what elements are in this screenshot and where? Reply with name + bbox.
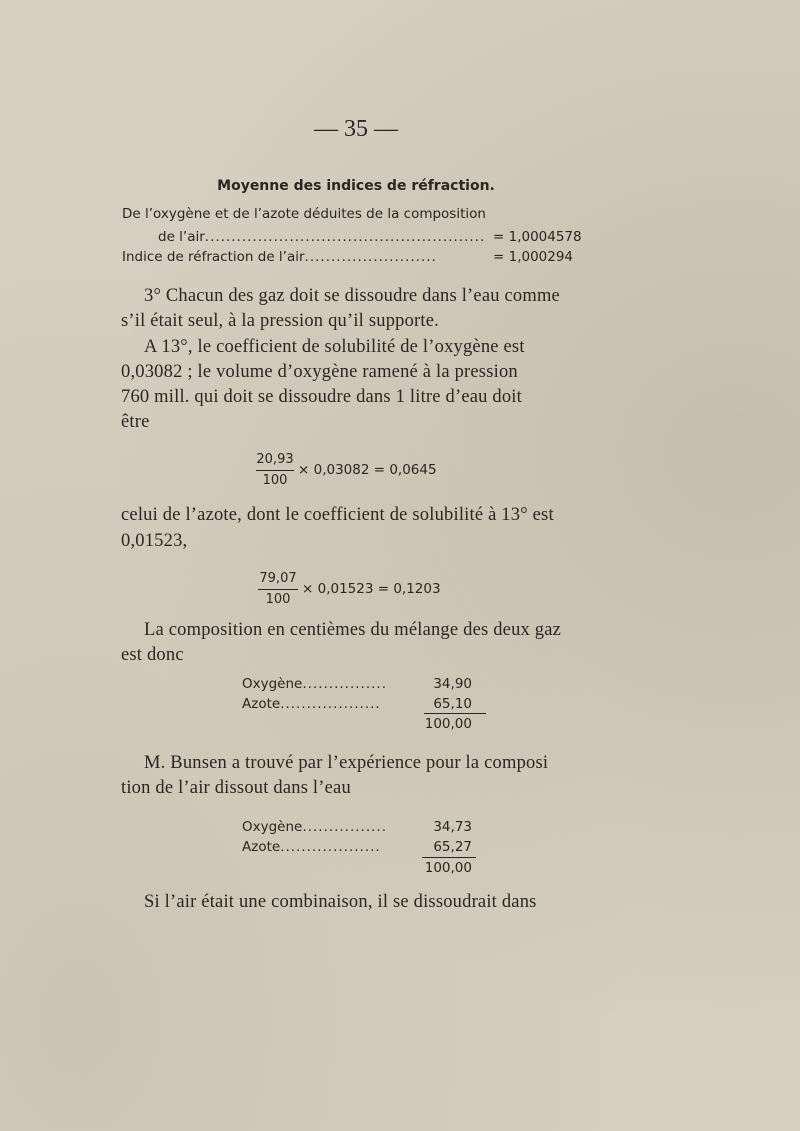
comp2-azote-value: 65,27	[433, 839, 472, 855]
formula-oxygen-numerator: 20,93	[256, 452, 294, 467]
comp1-azote-row	[242, 696, 381, 712]
comp1-oxygen-label: Oxygène	[242, 676, 303, 692]
comp2-oxygen-label: Oxygène	[242, 819, 303, 835]
dot-leader: ................	[302, 676, 388, 692]
formula-oxygen-denominator: 100	[262, 473, 288, 488]
para2-line2: 0,03082 ; le volume d’oxygène ramené à la pression	[121, 362, 518, 382]
section-heading: Moyenne des indices de réfraction.	[217, 178, 495, 194]
composition-calculated	[242, 676, 502, 736]
table1-line3	[122, 249, 586, 265]
dot-leader: ...................	[280, 839, 381, 855]
formula-oxygen-result: × 0,03082 = 0,0645	[298, 462, 437, 478]
para5-line2: tion de l’air dissout dans l’eau	[121, 778, 351, 798]
sum-rule	[422, 857, 476, 858]
comp1-azote-value: 65,10	[433, 696, 472, 712]
dot-leader: .........................	[304, 249, 437, 265]
table1-line3-label: Indice de réfraction de l’air	[122, 249, 305, 265]
dot-leader: .....................................................	[204, 229, 486, 245]
dot-leader: ...................	[280, 696, 381, 712]
comp1-azote-label: Azote	[242, 696, 281, 712]
formula-azote	[258, 571, 498, 611]
para4-line1: La composition en centièmes du mélange des deux gaz	[144, 620, 562, 640]
comp2-oxygen-row	[242, 819, 387, 835]
fraction-bar	[256, 470, 294, 471]
fraction-bar	[258, 589, 298, 590]
para5-line1: M. Bunsen a trouvé par l’expérience pour la composi	[144, 753, 549, 773]
formula-oxygen	[256, 452, 496, 492]
para2-line1: A 13°, le coefficient de solubilité de l’oxygène est	[144, 337, 525, 357]
comp1-total: 100,00	[424, 716, 472, 732]
para1-line1: 3° Chacun des gaz doit se dissoudre dans l’eau comme	[144, 286, 560, 306]
formula-azote-denominator: 100	[265, 592, 291, 607]
para3-line2: 0,01523,	[121, 531, 188, 551]
table1-line2-label: de l’air	[158, 229, 205, 245]
para6-line1: Si l’air était une combinaison, il se dissoudrait dans	[144, 892, 537, 912]
para4-line2: est donc	[121, 645, 184, 665]
comp2-azote-label: Azote	[242, 839, 281, 855]
comp2-oxygen-value: 34,73	[433, 819, 472, 835]
comp1-oxygen-row	[242, 676, 387, 692]
table1-line1: De l’oxygène et de l’azote déduites de la composition	[122, 206, 486, 222]
para3-line1: celui de l’azote, dont le coefficient de solubilité à 13° est	[121, 505, 554, 525]
formula-azote-numerator: 79,07	[259, 571, 297, 586]
composition-bunsen	[242, 819, 502, 879]
formula-azote-result: × 0,01523 = 0,1203	[302, 581, 441, 597]
table1-line3-value: = 1,000294	[493, 249, 574, 265]
dot-leader: ................	[302, 819, 388, 835]
para2-line3: 760 mill. qui doit se dissoudre dans 1 litre d’eau doit	[121, 387, 522, 407]
page-number: — 35 —	[314, 116, 398, 142]
sum-rule	[424, 713, 486, 714]
table1-line2	[158, 229, 586, 245]
comp1-oxygen-value: 34,90	[433, 676, 472, 692]
table1-line2-value: = 1,0004578	[493, 229, 582, 245]
comp2-total: 100,00	[424, 860, 472, 876]
para2-line4: être	[121, 412, 150, 432]
comp2-azote-row	[242, 839, 381, 855]
para1-line2: s’il était seul, à la pression qu’il supporte.	[121, 311, 439, 331]
